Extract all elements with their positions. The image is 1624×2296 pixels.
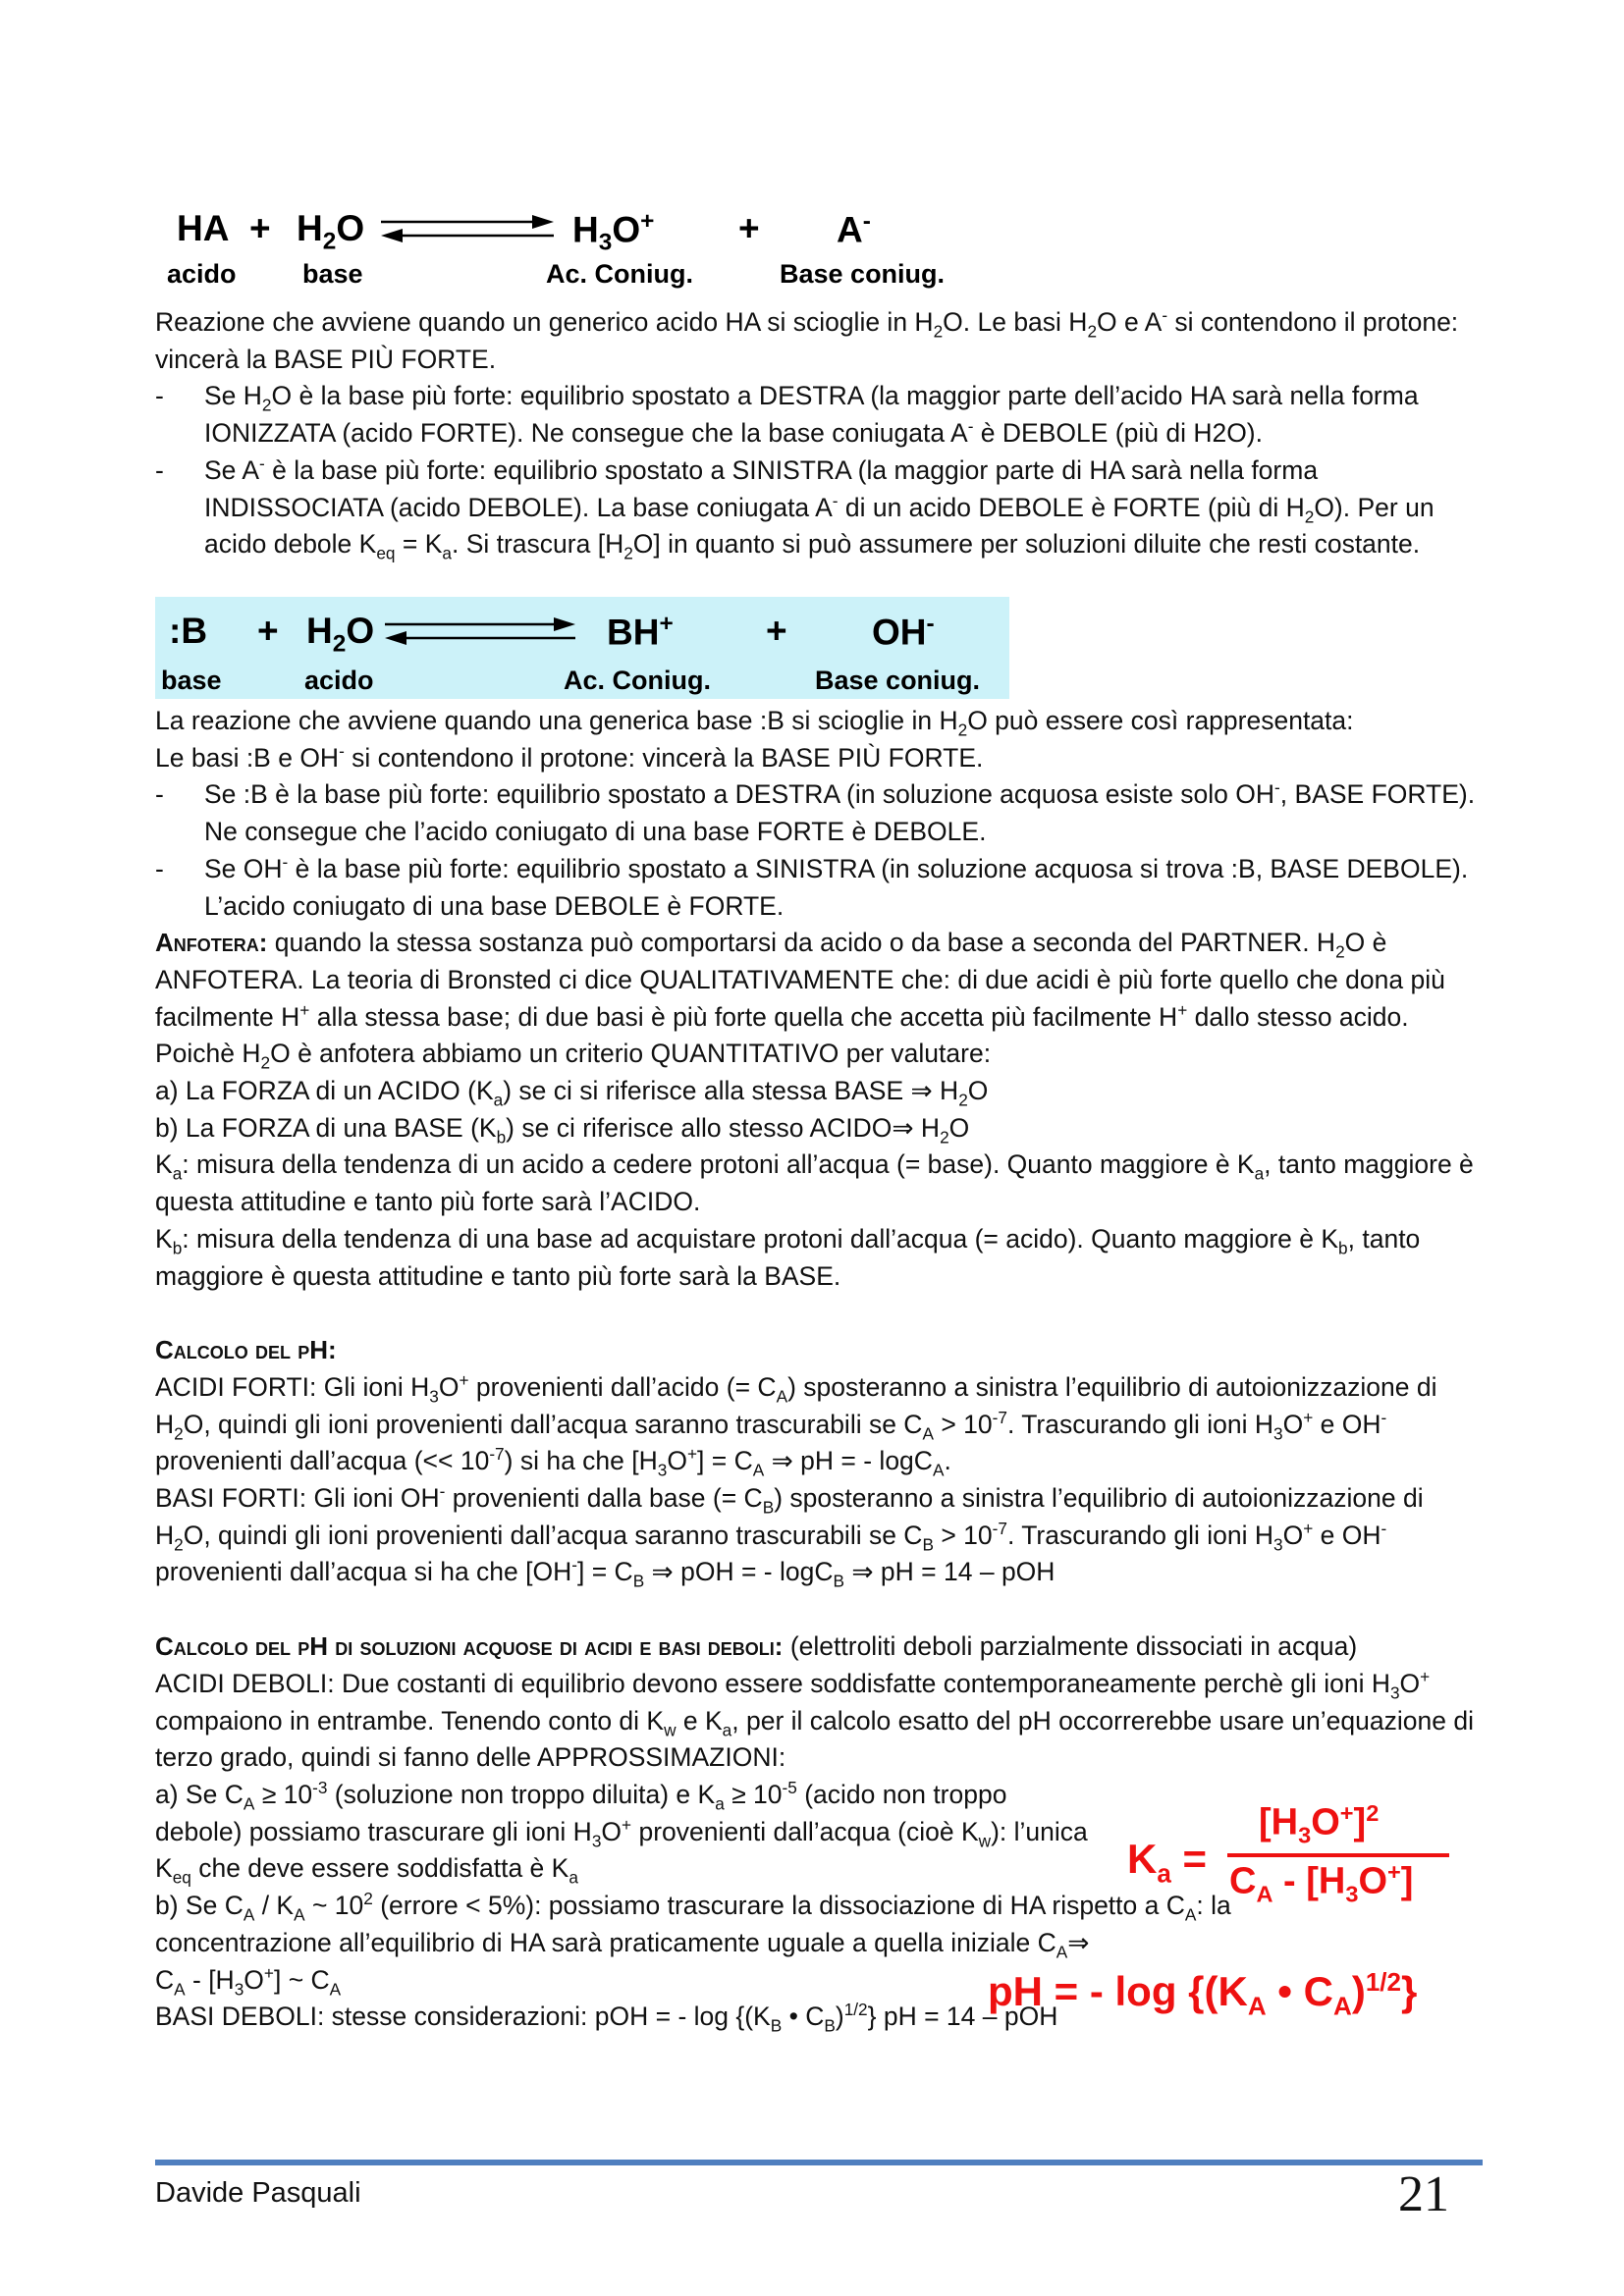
eq2-plus-2: + (766, 611, 787, 651)
eq1-label-base: base (302, 259, 363, 289)
ph-weak-acid-formula: pH = - $\log \{(K_A$ • $C_A)^{1/2}$} (988, 1967, 1418, 2021)
eq1-label-acid: acido (167, 259, 237, 289)
anfotera-item-b: b) La FORZA di una BASE $(K_b)$ se ci riferisce allo stesso ACIDO⇒ $H_2O$ (155, 1112, 970, 1148)
anfotera-paragraph: Anfotera: quando la stessa sostanza può comportarsi da acido o da base a seconda del PARTNER. $H_2O$ è ANFOTERA. La teoria di Bronsted ci dice QUALITATIVAMENTE che: di due acidi è più forte quello che dona più facilmente H+ alla stessa base; di due basi è più forte quella che accetta più facilmente H+ dallo stesso acido. Poichè $H_2O$ è anfotera abbiamo un criterio QUANTITATIVO per valutare: (155, 928, 1445, 1073)
equilibrium-arrows-icon-2 (385, 616, 575, 646)
acid-bullet-1: - Se $H_2O$ è la base più forte: equilibrio spostato a DESTRA (la maggior parte dell’acido HA sarà nella forma IONIZZATA (acido FORTE). Ne consegue che la base coniugata A- è DEBOLE (più di H2O). (155, 378, 1481, 452)
eq2-b: :B (169, 611, 208, 651)
eq2-label-base: base (161, 666, 222, 695)
weak-approx-b: b) Se $C_A / K_A$ ~ $10^2$ (errore < 5%): possiamo trascurare la dissociazione di HA rispetto a $C_A$: la concentrazione all’equilibrio di HA sarà praticamente uguale a quella iniziale $C_A\Rightarrow$ (155, 1889, 1231, 1962)
anfotera-item-a: a) La FORZA di un ACIDO $(K_a)$ se ci si riferisce alla stessa BASE ⇒ $H_2O$ (155, 1076, 989, 1110)
strong-bases: BASI FORTI: Gli ioni OH- provenienti dalla base (= $C_B$) sposteranno a sinistra l’equilibrio di autoionizzazione di $H_2O$, quindi gli ioni provenienti dall’acqua saranno trascurabili se $C_B > 10^{-7}$. Trascurando gli ioni $H_3O^+$ e OH- provenienti dall’acqua si ha che $[OH^-] = C_B$ ⇒ pOH = - logC$_B$ ⇒ pH = 14 – pOH (155, 1481, 1424, 1591)
eq1-label-conj-base: Base coniug. (780, 259, 946, 289)
eq1-h2o: $H_2O$ (297, 208, 365, 255)
eq1-plus: + (249, 208, 271, 248)
base-bullet-2: - Se OH- è la base più forte: equilibrio spostato a SINISTRA (in soluzione acquosa si trova :B, BASE DEBOLE). L’acido coniugato di una base DEBOLE è FORTE. (155, 851, 1481, 925)
weak-bases: BASI DEBOLI: stesse considerazioni: pOH = - $\log \{(K_B$ • $C_B)^{1/2}$} pH = 14 – pOH (155, 2000, 1058, 2036)
eq1-ha: HA (177, 208, 230, 248)
eq2-plus: + (257, 611, 279, 651)
eq2-label-acid: acido (304, 666, 374, 695)
ka-formula-lhs: $K_a$ = (1127, 1836, 1208, 1889)
eq2-oh-minus: OH- (872, 611, 935, 653)
weak-section-title: Calcolo del pH di soluzioni acquose di acidi e basi deboli: (elettroliti deboli parzialmente dissociati in acqua) (155, 1631, 1358, 1662)
eq2-bh: BH+ (607, 611, 674, 653)
weak-approx-b-2: $C_A - [H_3O^+]$ ~ $C_A$ (155, 1962, 342, 1999)
ka-definition: $K_a$: misura della tendenza di un acido a cedere protoni all’acqua (= base). Quanto maggiore è $K_a$, tanto maggiore è questa attitudine e tanto più forte sarà l’ACIDO. (155, 1149, 1474, 1217)
eq2-h2o: $H_2O$ (306, 611, 375, 658)
acid-bullet-2: - Se A- è la base più forte: equilibrio spostato a SINISTRA (la maggior parte di HA sarà nella forma INDISSOCIATA (acido DEBOLE). La base coniugata A- di un acido DEBOLE è FORTE (più di $H_2O$). Per un acido debole $K_{eq} = K_a$. Si trascura $[H_2O]$ in quanto si può assumere per soluzioni diluite che resti costante. (155, 453, 1481, 563)
base-intro-1: La reazione che avviene quando una generica base :B si scioglie in $H_2O$ può essere così rappresentata: (155, 706, 1354, 740)
ka-formula-numerator: $[H_3O^+]^2$ (1259, 1800, 1380, 1848)
eq2-label-conj-base: Base coniug. (815, 666, 981, 695)
eq1-label-conj-acid: Ac. Coniug. (546, 259, 693, 289)
ka-formula (1127, 1800, 1461, 1914)
base-bullet-1: - Se :B è la base più forte: equilibrio spostato a DESTRA (in soluzione acquosa esiste solo OH-, BASE FORTE). Ne consegue che l’acido coniugato di una base FORTE è DEBOLE. (155, 776, 1481, 850)
eq1-a-minus: A- (837, 208, 871, 250)
ka-fraction-bar (1227, 1853, 1449, 1857)
anfotera-title: Anfotera: (155, 928, 268, 958)
eq1-plus-2: + (738, 208, 760, 248)
ph-section-title: Calcolo del pH: (155, 1335, 337, 1365)
footer-author: Davide Pasquali (155, 2177, 361, 2209)
section-acid-text (155, 304, 1481, 563)
eq1-h3o: $H_3O^+$ (572, 208, 655, 256)
base-intro-2: Le basi :B e OH- si contendono il protone: vincerà la BASE PIÙ FORTE. (155, 740, 984, 773)
kb-definition: $K_b$: misura della tendenza di una base ad acquistare protoni dall’acqua (= acido). Quanto maggiore è $K_b$, tanto maggiore è questa attitudine e tanto più forte sarà la BASE. (155, 1223, 1421, 1291)
ka-formula-denominator: $C_A - [H_3O^+]$ (1229, 1859, 1414, 1907)
footer-rule (155, 2160, 1483, 2165)
weak-acids-intro: ACIDI DEBOLI: Due costanti di equilibrio devono essere soddisfatte contemporaneamente perchè gli ioni $H_3O^+$ compaiono in entrambe. Tenendo conto di $K_w$ e $K_a$, per il calcolo esatto del pH occorrerebbe usare un’equazione di terzo grado, quindi si fanno delle APPROSSIMAZIONI: (155, 1667, 1474, 1773)
acid-intro: Reazione che avviene quando un generico acido HA si scioglie in $H_2O$. Le basi $H_2O$ e A- si contendono il protone: vincerà la BASE PIÙ FORTE. (155, 305, 1459, 374)
strong-acids: ACIDI FORTI: Gli ioni $H_3O^+$ provenienti dall’acido (= $C_A$) sposteranno a sinistra l’equilibrio di autoionizzazione di $H_2O$, quindi gli ioni provenienti dall’acqua saranno trascurabili se $C_A > 10^{-7}$. Trascurando gli ioni $H_3O^+$ e OH- provenienti dall’acqua (<< $10^{-7}$) si ha che $[H_3O^+] = C_A$ ⇒ pH = - logC$_A$. (155, 1370, 1437, 1480)
equilibrium-arrows-icon (381, 214, 554, 243)
eq2-label-conj-acid: Ac. Coniug. (564, 666, 711, 695)
weak-approx-a: a) Se $C_A \ge 10^{-3}$ (soluzione non troppo diluita) e $K_a \ge 10^{-5}$ (acido non troppo debole) possiamo trascurare gli ioni $H_3O^+$ provenienti dall’acqua (cioè $K_w$): l’unica $K_{eq}$ che deve essere soddisfatta è $K_a$ (155, 1778, 1088, 1888)
page-number: 21 (1398, 2166, 1449, 2222)
